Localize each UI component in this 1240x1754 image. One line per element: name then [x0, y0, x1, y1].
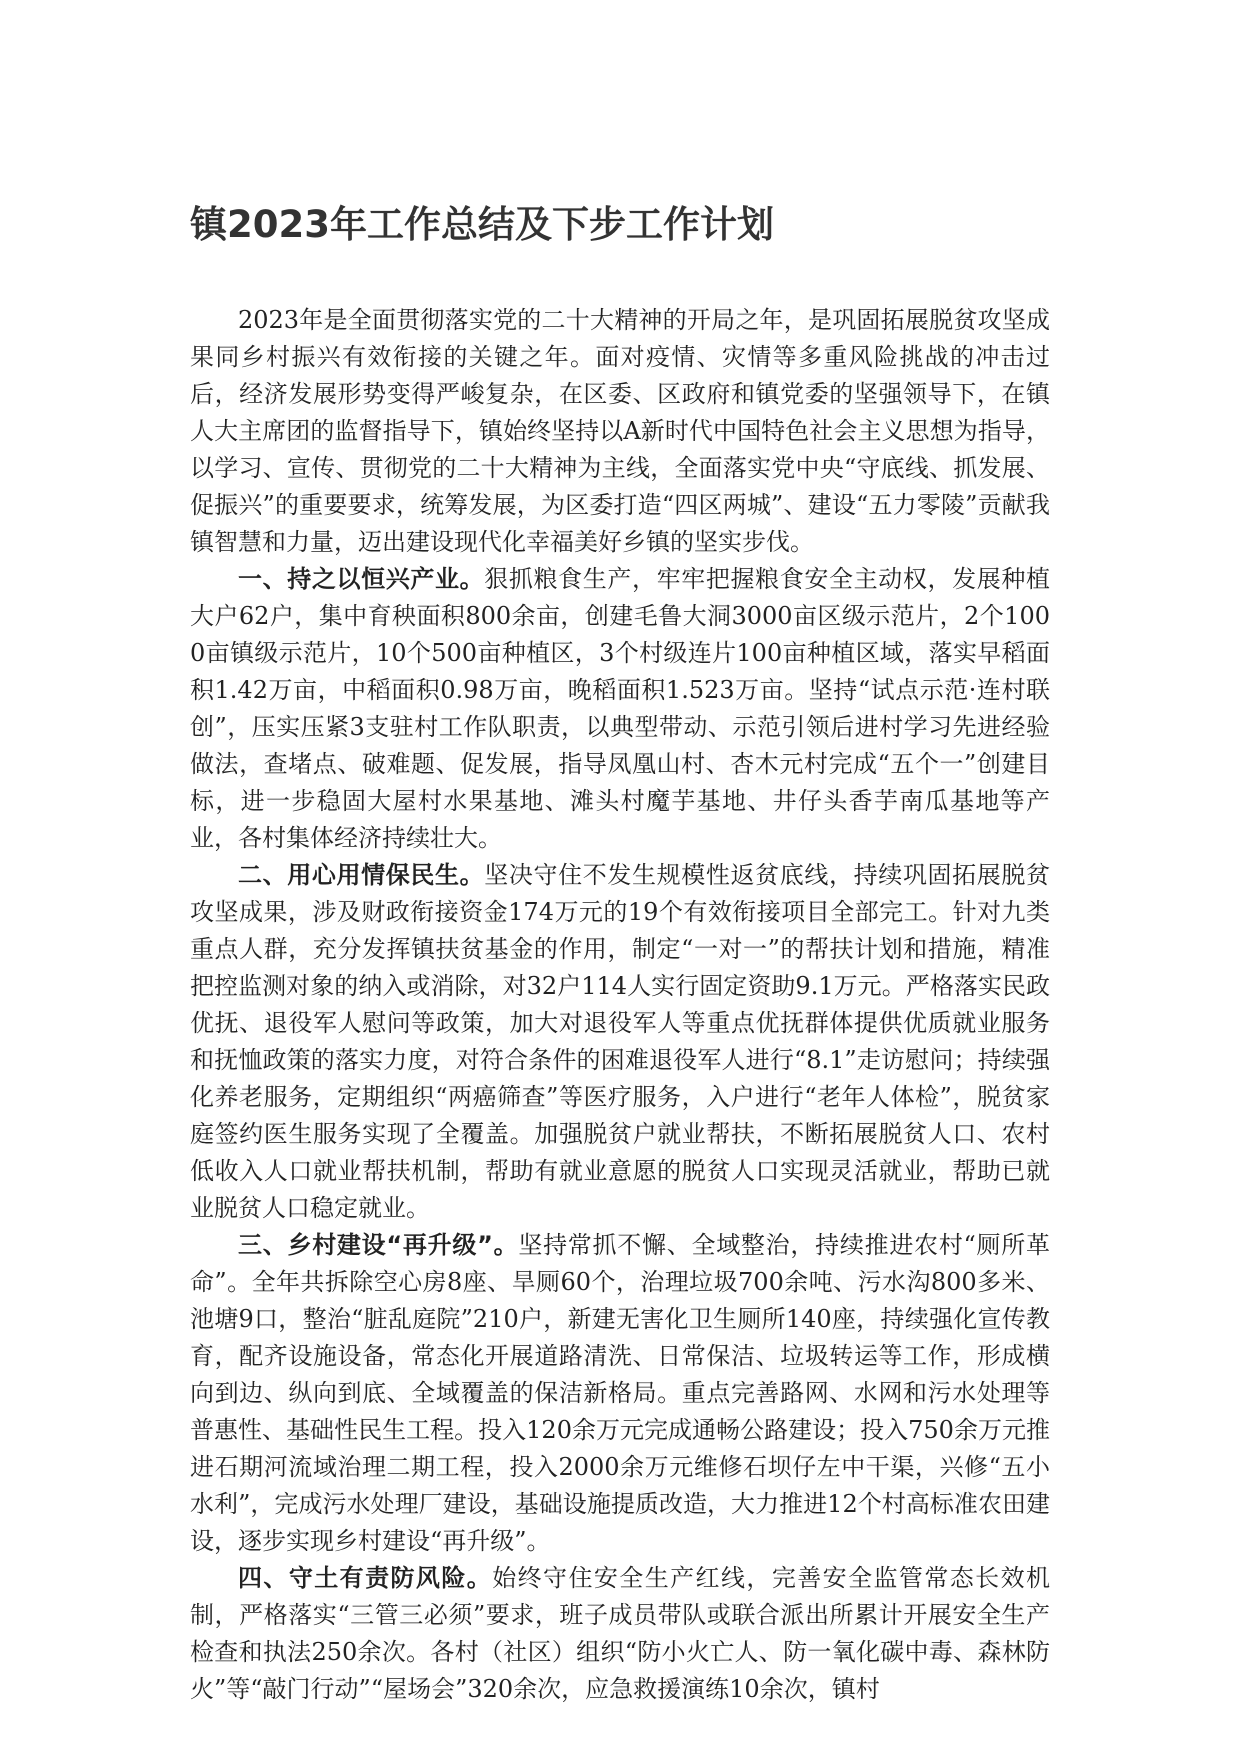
section-rural-construction: [190, 1227, 1050, 1560]
section-body-livelihood: 坚决守住不发生规模性返贫底线，持续巩固拓展脱贫攻坚成果，涉及财政衔接资金174万元的19个有效衔接项目全部完工。针对九类重点人群，充分发挥镇扶贫基金的作用，制定“一对一”的帮扶计划和措施，精准把控监测对象的纳入或消除，对32户114人实行固定资助9.1万元。严格落实民政优抚、退役军人慰问等政策，加大对退役军人等重点优抚群体提供优质就业服务和抚恤政策的落实力度，对符合条件的困难退役军人进行“8.1”走访慰问；持续强化养老服务，定期组织“两癌筛查”等医疗服务，入户进行“老年人体检”，脱贫家庭签约医生服务实现了全覆盖。加强脱贫户就业帮扶，不断拓展脱贫人口、农村低收入人口就业帮扶机制，帮助有就业意愿的脱贫人口实现灵活就业，帮助已就业脱贫人口稳定就业。: [190, 861, 1050, 1222]
document-body: [190, 302, 1050, 1708]
document-title: 镇2023年工作总结及下步工作计划: [190, 203, 774, 246]
section-heading-risk-prevention: 四、守土有责防风险。: [238, 1564, 493, 1592]
section-risk-prevention: [190, 1560, 1050, 1708]
section-industry: [190, 561, 1050, 857]
section-body-industry: 狠抓粮食生产，牢牢把握粮食安全主动权，发展种植大户62户，集中育秧面积800余亩，创建毛鲁大洞3000亩区级示范片，2个1000亩镇级示范片，10个500亩种植区，3个村级连片100亩种植区域，落实早稻面积1.42万亩，中稻面积0.98万亩，晚稻面积1.523万亩。坚持“试点示范·连村联创”，压实压紧3支驻村工作队职责，以典型带动、示范引领后进村学习先进经验做法，查堵点、破难题、促发展，指导凤凰山村、杏木元村完成“五个一”创建目标，进一步稳固大屋村水果基地、滩头村魔芋基地、井仔头香芋南瓜基地等产业，各村集体经济持续壮大。: [190, 565, 1050, 852]
section-body-risk-prevention: 始终守住安全生产红线，完善安全监管常态长效机制，严格落实“三管三必须”要求，班子成员带队或联合派出所累计开展安全生产检查和执法250余次。各村（社区）组织“防小火亡人、防一氧化碳中毒、森林防火”等“敲门行动”“屋场会”320余次，应急救援演练10余次，镇村: [190, 1564, 1051, 1703]
section-heading-rural-construction: 三、乡村建设“再升级”。: [238, 1231, 519, 1259]
intro-paragraph: 2023年是全面贯彻落实党的二十大精神的开局之年，是巩固拓展脱贫攻坚成果同乡村振兴有效衔接的关键之年。面对疫情、灾情等多重风险挑战的冲击过后，经济发展形势变得严峻复杂，在区委、区政府和镇党委的坚强领导下，在镇人大主席团的监督指导下，镇始终坚持以A新时代中国特色社会主义思想为指导，以学习、宣传、贯彻党的二十大精神为主线，全面落实党中央“守底线、抓发展、促振兴”的重要要求，统筹发展，为区委打造“四区两城”、建设“五力零陵”贡献我镇智慧和力量，迈出建设现代化幸福美好乡镇的坚实步伐。: [190, 306, 1050, 556]
section-livelihood: [190, 857, 1050, 1227]
section-heading-industry: 一、持之以恒兴产业。: [238, 565, 485, 593]
section-heading-livelihood: 二、用心用情保民生。: [238, 861, 485, 889]
section-body-rural-construction: 坚持常抓不懈、全域整治，持续推进农村“厕所革命”。全年共拆除空心房8座、旱厕60个，治理垃圾700余吨、污水沟800多米、池塘9口，整治“脏乱庭院”210户，新建无害化卫生厕所140座，持续强化宣传教育，配齐设施设备，常态化开展道路清洗、日常保洁、垃圾转运等工作，形成横向到边、纵向到底、全域覆盖的保洁新格局。重点完善路网、水网和污水处理等普惠性、基础性民生工程。投入120余万元完成通畅公路建设；投入750余万元推进石期河流域治理二期工程，投入2000余万元维修石坝仔左中干渠，兴修“五小水利”，完成污水处理厂建设，基础设施提质改造，大力推进12个村高标准农田建设，逐步实现乡村建设“再升级”。: [190, 1231, 1050, 1555]
